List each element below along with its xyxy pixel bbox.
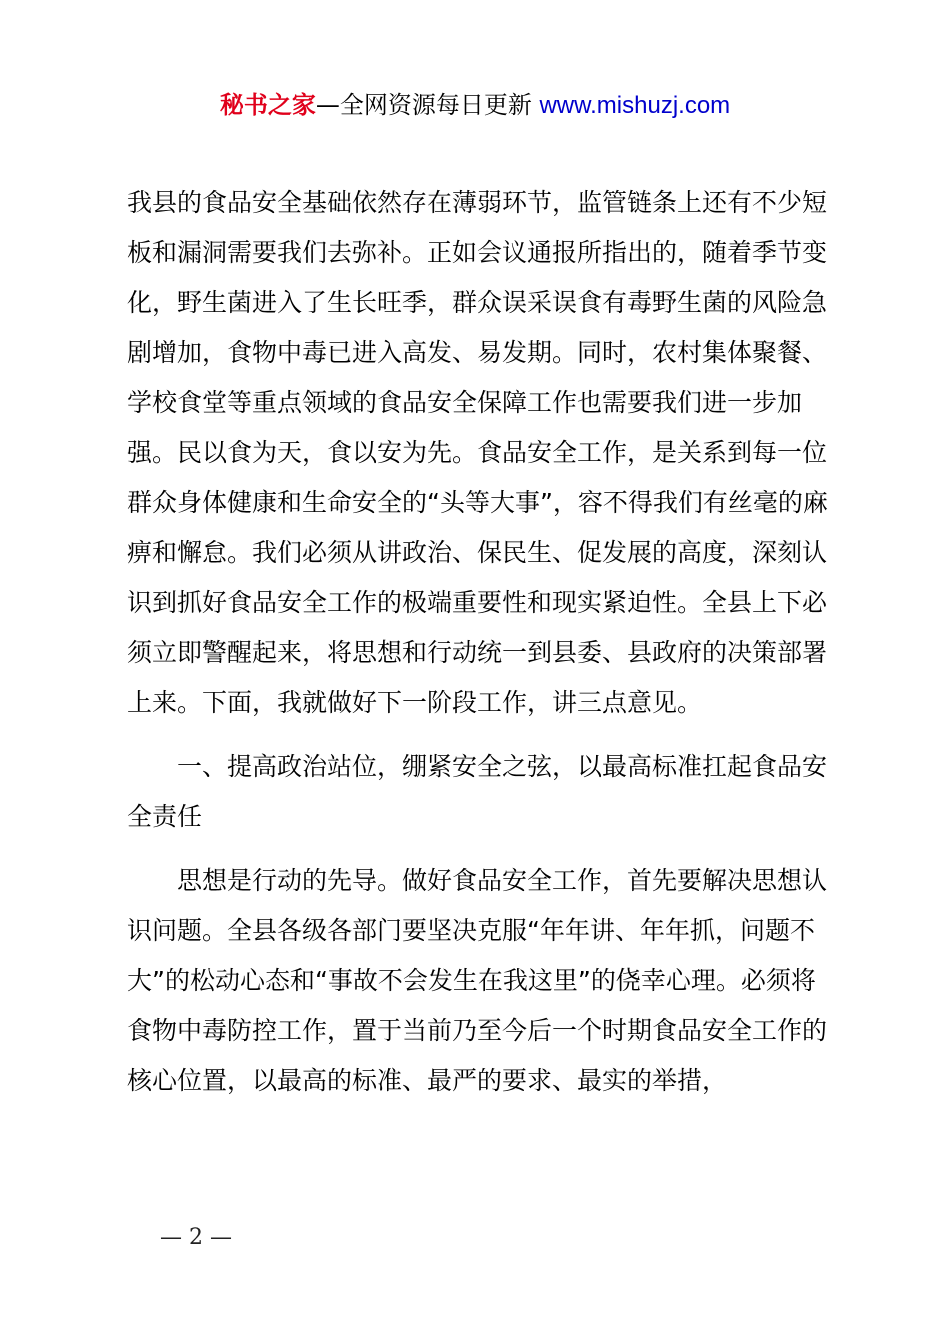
paragraph-continued: 我县的食品安全基础依然存在薄弱环节，监管链条上还有不少短板和漏洞需要我们去弥补。正如会议通报所指出的，随着季节变化，野生菌进入了生长旺季，群众误采误食有毒野生菌的风险急剧增加，食物中毒已进入高发、易发期。同时，农村集体聚餐、学校食堂等重点领域的食品安全保障工作也需要我们进一步加强。民以食为天，食以安为先。食品安全工作，是关系到每一位群众身体健康和生命安全的“头等大事”，容不得我们有丝毫的麻痹和懈怠。我们必须从讲政治、保民生、促发展的高度，深刻认识到抓好食品安全工作的极端重要性和现实紧迫性。全县上下必须立即警醒起来，将思想和行动统一到县委、县政府的决策部署上来。下面，我就做好下一阶段工作，讲三点意见。 [127, 188, 828, 717]
section-heading-1: 一、提高政治站位，绷紧安全之弦，以最高标准扛起食品安全责任 [127, 752, 828, 831]
page-number: — 2 — [160, 1225, 232, 1250]
document-body [127, 178, 833, 1106]
brand-name: 秘书之家 [219, 91, 316, 119]
paragraph-section-1: 思想是行动的先导。做好食品安全工作，首先要解决思想认识问题。全县各级各部门要坚决克服“年年讲、年年抓，问题不大”的松动心态和“事故不会发生在我这里”的侥幸心理。必须将食物中毒防控工作，置于当前乃至今后一个时期食品安全工作的核心位置，以最高的标准、最严的要求、最实的举措， [127, 866, 828, 1095]
site-header [0, 88, 950, 123]
header-slogan: —全网资源每日更新 [315, 91, 532, 119]
site-url-link[interactable]: www.mishuzj.com [539, 92, 731, 119]
